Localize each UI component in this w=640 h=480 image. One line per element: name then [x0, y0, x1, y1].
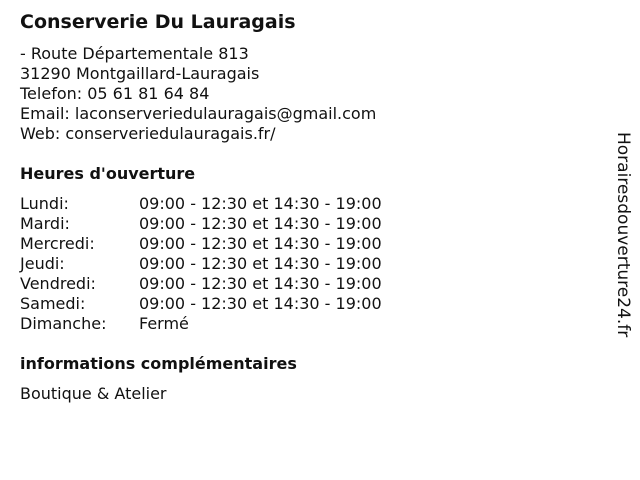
hours-heading: Heures d'ouverture [20, 164, 196, 183]
day-hours: Fermé [139, 314, 189, 333]
day-hours: 09:00 - 12:30 et 14:30 - 19:00 [139, 194, 382, 213]
address-line-1: - Route Départementale 813 [20, 44, 249, 63]
address-line-2: 31290 Montgaillard-Lauragais [20, 64, 260, 83]
phone-line: Telefon: 05 61 81 64 84 [20, 84, 210, 103]
day-hours: 09:00 - 12:30 et 14:30 - 19:00 [139, 234, 382, 253]
contact-block [20, 44, 376, 144]
day-label: Mercredi: [20, 234, 95, 253]
day-hours: 09:00 - 12:30 et 14:30 - 19:00 [139, 294, 382, 313]
web-line: Web: conserveriedulauragais.fr/ [20, 124, 276, 143]
day-label: Dimanche: [20, 314, 107, 333]
info-text: Boutique & Atelier [20, 384, 167, 403]
day-hours: 09:00 - 12:30 et 14:30 - 19:00 [139, 214, 382, 233]
day-label: Vendredi: [20, 274, 96, 293]
day-hours: 09:00 - 12:30 et 14:30 - 19:00 [139, 254, 382, 273]
day-label: Samedi: [20, 294, 86, 313]
day-label: Jeudi: [20, 254, 65, 273]
info-heading: informations complémentaires [20, 354, 297, 373]
day-label: Mardi: [20, 214, 70, 233]
day-hours: 09:00 - 12:30 et 14:30 - 19:00 [139, 274, 382, 293]
day-label: Lundi: [20, 194, 69, 213]
email-line: Email: laconserveriedulauragais@gmail.com [20, 104, 377, 123]
watermark [609, 132, 637, 372]
watermark-text: Horairesdouverture24.fr [613, 132, 633, 338]
business-name: Conserverie Du Lauragais [20, 11, 296, 33]
